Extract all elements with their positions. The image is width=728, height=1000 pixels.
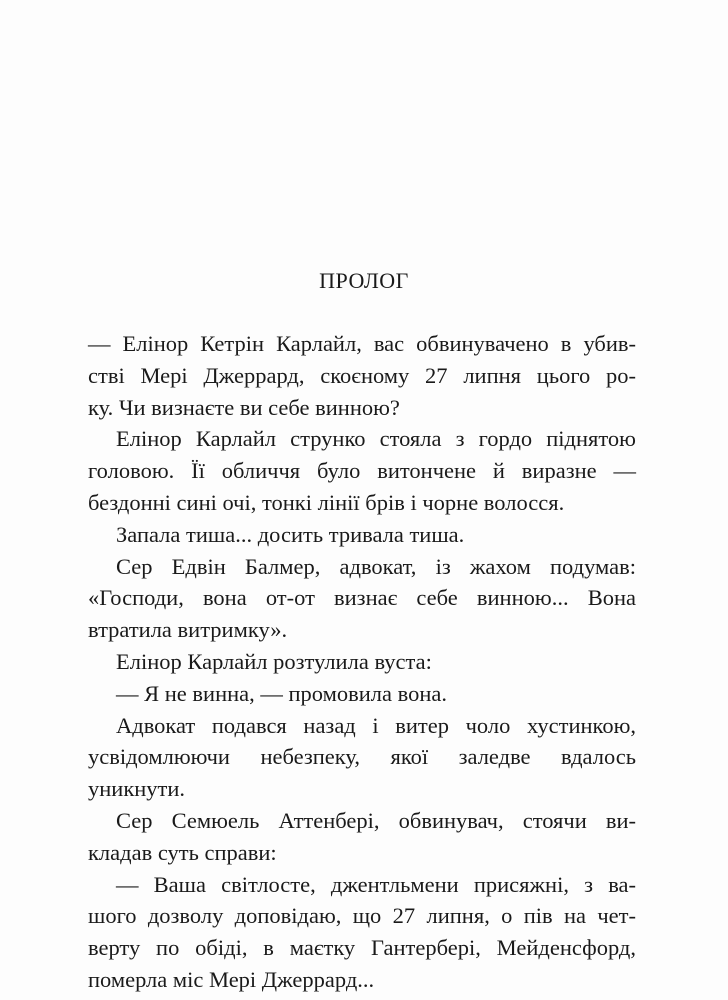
text-line: — Елінор Кетрін Карлайл, вас обвинувачено в убив- bbox=[88, 331, 636, 356]
text-line: шого дозволу доповідаю, що 27 липня, о пів на чет- bbox=[88, 903, 636, 929]
text-line: Сер Семюель Аттенбері, обвинувач, стоячи ви- bbox=[116, 807, 636, 833]
text-line: бездонні сині очі, тонкі лінії брів і чорне волосся. bbox=[88, 489, 565, 515]
text-line: Запала тиша... досить тривала тиша. bbox=[116, 521, 465, 547]
text-line: кладав суть справи: bbox=[88, 839, 277, 865]
text-line: Елінор Карлайл струнко стояла з гордо піднятою bbox=[116, 426, 636, 452]
text-line: померла міс Мері Джеррард... bbox=[88, 966, 375, 992]
chapter-title: ПРОЛОГ bbox=[319, 268, 409, 293]
text-line: ку. Чи визнаєте ви себе винною? bbox=[88, 394, 400, 420]
text-line: — Ваша світлосте, джентльмени присяжні, з ва- bbox=[116, 871, 636, 897]
text-line: усвідомлюючи небезпеку, якої заледве вдалось bbox=[88, 744, 636, 770]
text-line: Елінор Карлайл розтулила вуста: bbox=[116, 648, 432, 674]
text-line: Адвокат подався назад і витер чоло хустинкою, bbox=[116, 712, 636, 738]
text-line: верту по обіді, в маєтку Гантербері, Мейденсфорд, bbox=[88, 935, 636, 961]
body-text bbox=[88, 328, 636, 996]
text-line: — Я не винна, — промовила вона. bbox=[116, 680, 447, 706]
text-line: головою. Її обличчя було витончене й виразне — bbox=[88, 458, 636, 484]
text-line: втратила витримку». bbox=[88, 617, 288, 643]
text-line: стві Мері Джеррард, скоєному 27 липня цього ро- bbox=[88, 362, 636, 388]
text-line: Сер Едвін Балмер, адвокат, із жахом подумав: bbox=[116, 553, 636, 579]
text-line: уникнути. bbox=[88, 776, 186, 802]
text-line: «Господи, вона от-от визнає себе винною... Вона bbox=[88, 585, 636, 611]
